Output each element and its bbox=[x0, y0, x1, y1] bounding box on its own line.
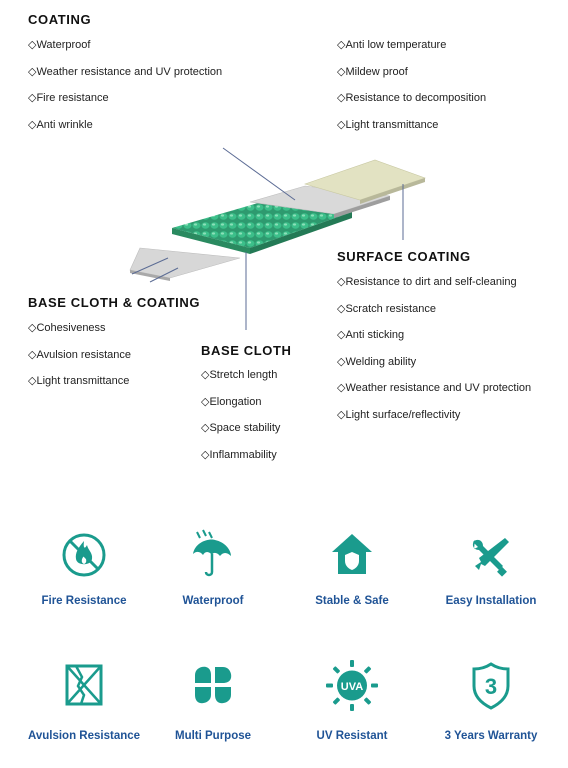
feature-label-3-years-warranty: 3 Years Warranty bbox=[444, 730, 538, 742]
coating-heading: COATING bbox=[28, 12, 92, 27]
base-cloth-coating-heading: BASE CLOTH & COATING bbox=[28, 295, 201, 310]
base-cloth-coating-item: ◇Light transmittance bbox=[28, 375, 130, 387]
uva-sun-icon bbox=[322, 659, 382, 715]
base-cloth-item: ◇Inflammability bbox=[201, 449, 277, 461]
feature-label-stable-safe: Stable & Safe bbox=[315, 595, 389, 607]
coating-item: ◇Mildew proof bbox=[337, 66, 408, 78]
feature-label-fire-resistance: Fire Resistance bbox=[41, 595, 127, 607]
coating-item: ◇Weather resistance and UV protection bbox=[28, 66, 223, 78]
feature-label-easy-installation: Easy Installation bbox=[445, 595, 537, 607]
uva-text: UVA bbox=[340, 681, 364, 693]
surface-coating-item: ◇Welding ability bbox=[337, 356, 417, 368]
umbrella-rain-icon bbox=[183, 528, 243, 584]
base-cloth-heading: BASE CLOTH bbox=[201, 343, 292, 358]
tear-resistance-icon bbox=[54, 659, 114, 715]
surface-coating-item: ◇Anti sticking bbox=[337, 329, 405, 341]
feature-label-multi-purpose: Multi Purpose bbox=[174, 730, 252, 742]
base-cloth-item: ◇Space stability bbox=[201, 422, 281, 434]
coating-item: ◇Fire resistance bbox=[28, 92, 109, 104]
surface-coating-item: ◇Scratch resistance bbox=[337, 303, 436, 315]
coating-item: ◇Resistance to decomposition bbox=[337, 92, 487, 104]
clover-icon bbox=[183, 659, 243, 715]
feature-label-uv-resistant: UV Resistant bbox=[316, 730, 388, 742]
coating-item: ◇Light transmittance bbox=[337, 119, 439, 131]
feature-label-avulsion-resistance: Avulsion Resistance bbox=[27, 730, 141, 742]
base-cloth-coating-item: ◇Avulsion resistance bbox=[28, 349, 132, 361]
surface-coating-item: ◇Light surface/reflectivity bbox=[337, 409, 461, 421]
tools-icon bbox=[461, 528, 521, 584]
coating-item: ◇Waterproof bbox=[28, 39, 91, 51]
base-cloth-item: ◇Elongation bbox=[201, 396, 262, 408]
warranty-digit: 3 bbox=[484, 674, 498, 699]
base-cloth-coating-item: ◇Cohesiveness bbox=[28, 322, 106, 334]
surface-coating-item: ◇Weather resistance and UV protection bbox=[337, 382, 532, 394]
coating-item: ◇Anti wrinkle bbox=[28, 119, 93, 131]
no-fire-icon bbox=[54, 528, 114, 584]
base-cloth-item: ◇Stretch length bbox=[201, 369, 278, 381]
surface-coating-item: ◇Resistance to dirt and self-cleaning bbox=[337, 276, 517, 288]
feature-label-waterproof: Waterproof bbox=[182, 595, 244, 607]
surface-coating-heading: SURFACE COATING bbox=[337, 249, 471, 264]
warranty-shield-icon bbox=[461, 659, 521, 715]
coating-item: ◇Anti low temperature bbox=[337, 39, 447, 51]
house-shield-icon bbox=[322, 528, 382, 584]
